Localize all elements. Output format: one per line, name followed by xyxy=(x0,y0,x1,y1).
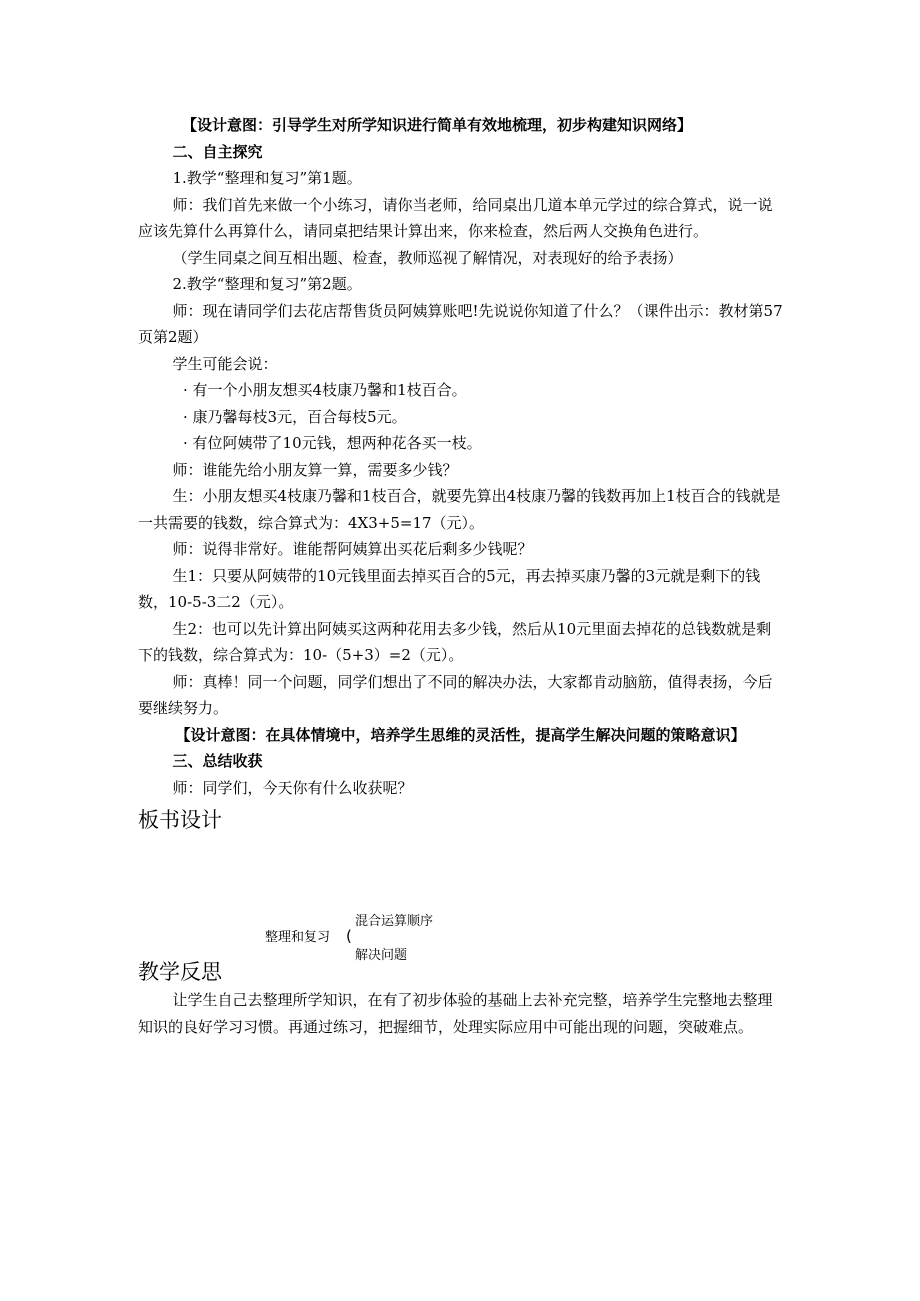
board-brace: ( xyxy=(346,927,352,945)
p2-teacher: 师：现在请同学们去花店帮售货员阿姨算账吧!先说说你知道了什么？（课件出示：教材第57页第2题） xyxy=(138,301,783,346)
board-main-topic: 整理和复习 xyxy=(265,930,331,945)
reflection-heading: 教学反思 xyxy=(138,960,222,984)
design-intent-1: 【设计意图：引导学生对所学知识进行简单有效地梳理，初步构建知识网络】 xyxy=(182,116,693,134)
student-answer-2-2: 生2：也可以先计算出阿姨买这两种花用去多少钱，然后从10元里面去掉花的总钱数就是剩下的钱数，综合算式为：10-（5+3）=2（元）。 xyxy=(138,619,772,664)
board-subtopic-order: 混合运算顺序 xyxy=(355,914,434,929)
reflection-text: 让学生自己去整理所学知识，在有了初步体验的基础上去补充完整，培养学生完整地去整理知识的良好学习习惯。再通过练习，把握细节，处理实际应用中可能出现的问题，突破难点。 xyxy=(138,991,773,1036)
p3-teacher: 师：同学们，今天你有什么收获呢？ xyxy=(172,778,413,797)
student-answer-2-1: 生1：只要从阿姨带的10元钱里面去掉买百合的5元，再去掉买康乃馨的3元就是剩下的钱数，10-5-3二2（元）。 xyxy=(138,566,761,611)
section3-heading: 三、总结收获 xyxy=(172,752,263,770)
list-item: · 康乃馨每枝3元，百合每枝5元。 xyxy=(183,407,407,426)
design-intent-2: 【设计意图：在具体情境中，培养学生思维的灵活性，提高学生解决问题的策略意识】 xyxy=(175,725,746,744)
student-answer-1: 生：小朋友想买4枝康乃馨和1枝百合，就要先算出4枝康乃馨的钱数再加上1枝百合的钱就是一共需要的钱数，综合算式为：4X3+5=17（元）。 xyxy=(138,487,781,532)
teacher-question-2: 师：说得非常好。谁能帮阿姨算出买花后剩多少钱呢？ xyxy=(172,540,533,558)
p1-teacher: 师：我们首先来做一个小练习，请你当老师，给同桌出几道本单元学过的综合算式，说一说应该先算什么再算什么，请同桌把结果计算出来，你来检查，然后两人交换角色进行。 xyxy=(138,195,773,240)
section2-heading: 二、自主探究 xyxy=(172,142,263,161)
teacher-praise: 师：真棒！同一个问题，同学们想出了不同的解决办法，大家都肯动脑筋，值得表扬，今后要继续努力。 xyxy=(138,672,773,717)
list-item: · 有位阿姨带了10元钱，想两种花各买一枝。 xyxy=(183,434,482,452)
board-design-heading: 板书设计 xyxy=(138,808,222,832)
p2-students-may-say: 学生可能会说： xyxy=(172,354,278,373)
teacher-question-1: 师：谁能先给小朋友算一算，需要多少钱？ xyxy=(172,460,458,479)
p2-title: 2.教学“整理和复习”第2题。 xyxy=(172,275,362,293)
list-item: · 有一个小朋友想买4枝康乃馨和1枝百合。 xyxy=(183,381,467,399)
p1-title: 1.教学“整理和复习”第1题。 xyxy=(172,169,362,187)
board-subtopic-problems: 解决问题 xyxy=(355,948,408,963)
board-design-diagram xyxy=(138,835,786,963)
p1-note: （学生同桌之间互相出题、检查，教师巡视了解情况，对表现好的给予表扬） xyxy=(172,248,683,267)
document-body xyxy=(138,112,786,1040)
